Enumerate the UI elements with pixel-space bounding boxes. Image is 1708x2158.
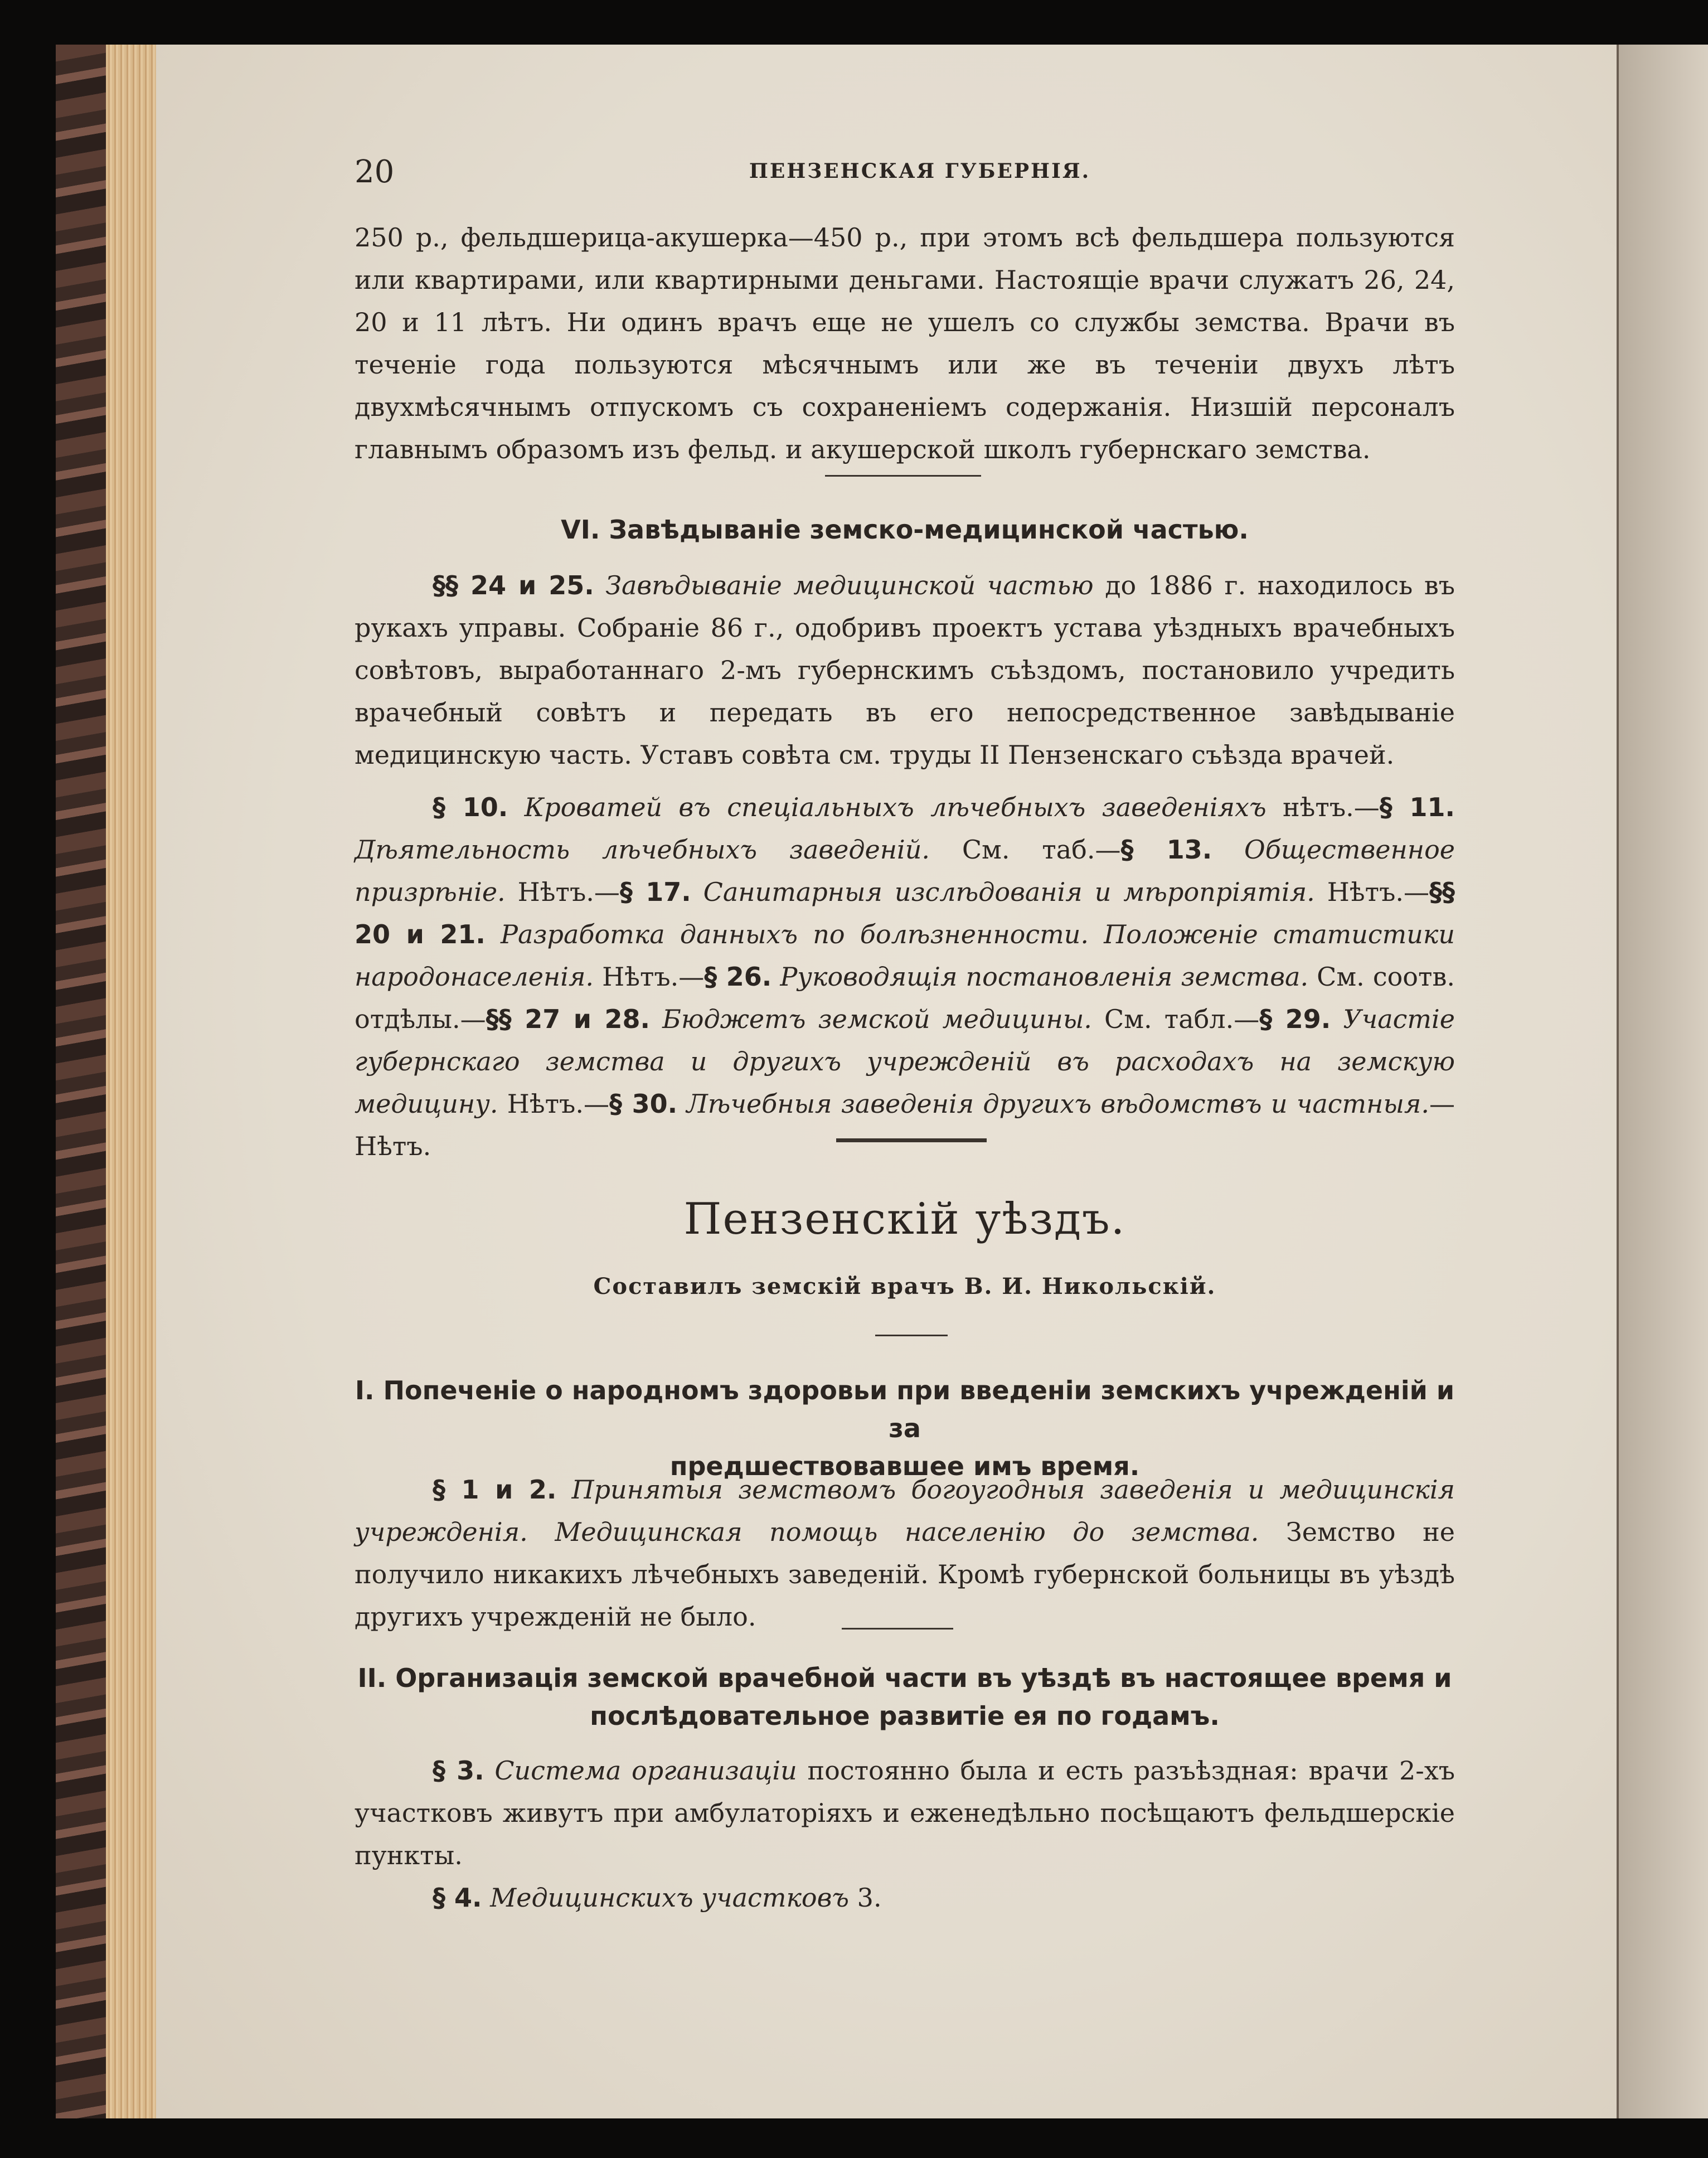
- adjacent-page-edge: [1617, 45, 1708, 2118]
- uezd-author: Составилъ земскій врачъ В. И. Никольскій.: [593, 1273, 1216, 1299]
- section-i-heading-line2: предшествовавшее имъ время.: [669, 1451, 1140, 1481]
- section-divider: [836, 1138, 987, 1142]
- intro-block: [355, 216, 1455, 471]
- para-text: нѣтъ.—: [1282, 792, 1380, 822]
- divider: [842, 1628, 953, 1630]
- para-title: Завѣдываніе медицинской частью: [605, 570, 1094, 600]
- section-ii-heading: [355, 1659, 1455, 1735]
- para-text: См. соотв. отдѣлы.—: [355, 962, 1455, 1034]
- section-vi-para1: [355, 564, 1455, 776]
- para-sign: § 13.: [1120, 835, 1212, 865]
- para-title: Медицинскихъ участковъ: [490, 1883, 850, 1913]
- section-ii-para3: [355, 1749, 1455, 1919]
- para-title: Участіе губернскаго земства и другихъ учрежденій въ расходахъ на земскую медицину.: [355, 1004, 1455, 1119]
- para-title: Бюджетъ земской медицины.: [650, 1004, 1092, 1034]
- para-sign: § 17.: [619, 877, 691, 907]
- para-text: 3.: [857, 1883, 882, 1913]
- section-ii-heading-line1: II. Организація земской врачебной части въ уѣздѣ въ настоящее время и: [357, 1663, 1452, 1693]
- para-text: См. табл.—: [1091, 1004, 1260, 1034]
- para-sign: §§ 24 и 25.: [433, 570, 594, 600]
- para-text: —Нѣтъ.: [355, 1089, 1455, 1161]
- para-text: Нѣтъ.—: [594, 962, 705, 992]
- para-sign: § 1 и 2.: [433, 1475, 557, 1505]
- para-title: Общественное призрѣніе.: [355, 835, 1455, 907]
- page-stack-edge: [106, 45, 156, 2118]
- para-text: Нѣтъ.—: [498, 1089, 609, 1119]
- uezd-title: Пензенскій уѣздъ.: [683, 1194, 1126, 1244]
- para-text: См. таб.—: [930, 835, 1121, 865]
- para-title: Руководящія постановленія земства.: [771, 962, 1309, 992]
- para-text: Нѣтъ.—: [505, 877, 620, 907]
- para-text: Нѣтъ.—: [1314, 877, 1429, 907]
- para-title: Система организаціи: [494, 1756, 797, 1786]
- book-spine: [56, 45, 106, 2118]
- intro-paragraph: 250 р., фельдшерица-акушерка—450 р., при этомъ всѣ фельдшера пользуются или квартирами, или квартирными деньгами. Настоящіе врачи служатъ 26, 24, 20 и 11 лѣтъ. Ни одинъ врачъ еще не ушелъ со службы земства. Врачи въ теченіе года пользуются мѣсячнымъ или же въ теченіи двухъ лѣтъ двухмѣсячнымъ отпускомъ съ сохраненіемъ содержанія. Низшій персоналъ главнымъ образомъ изъ фельд. и акушерской школъ губернскаго земства.: [355, 222, 1455, 464]
- para-text: до 1886 г. находилось въ рукахъ управы. Собраніе 86 г., одобривъ проектъ устава уѣздныхъ врачебныхъ совѣтовъ, выработаннаго 2-мъ губернскимъ съѣздомъ, постановило учредить врачебный совѣтъ и передать въ его непосредственное завѣдываніе медицинскую часть. Уставъ совѣта см. труды II Пензенскаго съѣзда врачей.: [355, 570, 1455, 770]
- section-ii-para4: [355, 1876, 1455, 1919]
- para-title: Лѣчебныя заведенія другихъ вѣдомствъ и частныя.: [677, 1089, 1429, 1119]
- para-sign: §§ 27 и 28.: [486, 1004, 650, 1034]
- divider: [825, 475, 981, 477]
- section-vi-para2: [355, 786, 1455, 1167]
- para-sign: § 3.: [433, 1756, 484, 1786]
- para-title: Санитарныя изслѣдованія и мѣропріятія.: [691, 877, 1315, 907]
- para-sign: § 29.: [1259, 1004, 1331, 1034]
- para-title: Разработка данныхъ по болѣзненности. Положеніе статистики народонаселенія.: [355, 919, 1455, 992]
- section-ii-heading-line2: послѣдовательное развитіе ея по годамъ.: [590, 1701, 1220, 1731]
- divider: [875, 1335, 948, 1336]
- section-vi-heading: VI. Завѣдываніе земско-медицинской частью.: [561, 515, 1249, 545]
- para-sign: § 10.: [433, 792, 508, 822]
- page-number: 20: [355, 154, 395, 190]
- para-text: постоянно была и есть разъѣздная: врачи 2-хъ участковъ живутъ при амбулаторіяхъ и еженедѣльно посѣщаютъ фельдшерскіе пункты.: [355, 1756, 1455, 1870]
- para-title: Кроватей въ спеціальныхъ лѣчебныхъ заведеніяхъ: [508, 792, 1283, 822]
- para-sign: § 11.: [1379, 792, 1455, 822]
- para-title: Дѣятельность лѣчебныхъ заведеній.: [355, 835, 930, 865]
- para-text: Земство не получило никакихъ лѣчебныхъ заведеній. Кромѣ губернской больницы въ уѣздѣ другихъ учрежденій не было.: [355, 1517, 1455, 1632]
- section-i-para: [355, 1468, 1455, 1638]
- para-sign: § 4.: [433, 1883, 482, 1913]
- section-i-heading-line1: I. Попеченіе о народномъ здоровьи при введеніи земскихъ учрежденій и за: [355, 1375, 1455, 1443]
- running-head: ПЕНЗЕНСКАЯ ГУБЕРНІЯ.: [749, 159, 1091, 183]
- para-sign: § 26.: [704, 962, 772, 992]
- para-sign: § 30.: [609, 1089, 678, 1119]
- para-sign: §§ 20 и 21.: [355, 877, 1455, 949]
- para-title: Принятыя земствомъ богоугодныя заведенія и медицинскія учрежденія. Медицинская помощь населенію до земства.: [355, 1475, 1455, 1547]
